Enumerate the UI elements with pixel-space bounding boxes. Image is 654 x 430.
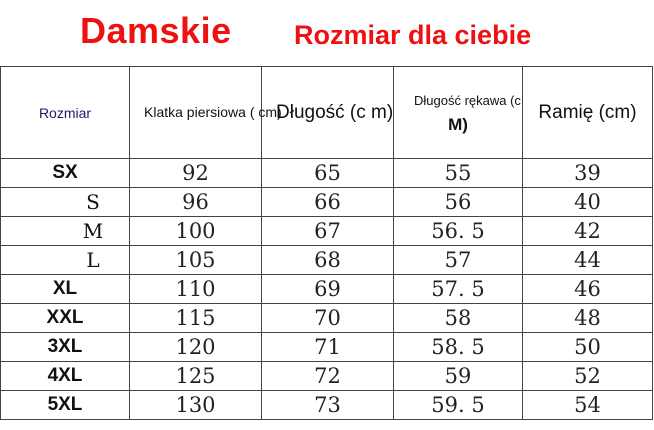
chest-cell: 92 [130,159,262,188]
shoulder-cell: 42 [523,217,653,246]
length-cell: 67 [262,217,394,246]
length-cell: 68 [262,246,394,275]
size-cell: XXL [1,304,130,333]
length-cell: 70 [262,304,394,333]
table-row [1,391,653,420]
shoulder-cell: 50 [523,333,653,362]
length-cell: 72 [262,362,394,391]
shoulder-cell: 44 [523,246,653,275]
sleeve-cell: 59 [394,362,523,391]
chest-cell: 105 [130,246,262,275]
table-row [1,333,653,362]
size-cell: 5XL [1,391,130,420]
size-cell: M [1,217,130,246]
column-header-shoulder: Ramię (cm) [523,67,653,159]
column-header-length-label: Długość (c m) [276,101,394,123]
length-cell: 65 [262,159,394,188]
title-damskie: Damskie [80,10,232,51]
sleeve-cell: 58 [394,304,523,333]
title-size-for-you: Rozmiar dla ciebie [294,20,532,50]
header-row [1,67,653,159]
sleeve-cell: 58. 5 [394,333,523,362]
chest-cell: 115 [130,304,262,333]
size-cell: 3XL [1,333,130,362]
chest-cell: 130 [130,391,262,420]
table-row [1,275,653,304]
chest-cell: 100 [130,217,262,246]
column-header-length [262,67,394,159]
shoulder-cell: 40 [523,188,653,217]
length-cell: 73 [262,391,394,420]
table-row [1,246,653,275]
sleeve-cell: 57 [394,246,523,275]
length-cell: 69 [262,275,394,304]
chest-cell: 110 [130,275,262,304]
table-row [1,217,653,246]
size-table [0,66,653,420]
size-cell: L [1,246,130,275]
length-cell: 66 [262,188,394,217]
sleeve-cell: 59. 5 [394,391,523,420]
shoulder-cell: 54 [523,391,653,420]
column-header-sleeve-unit: M) [448,114,468,134]
shoulder-cell: 39 [523,159,653,188]
column-header-sleeve-label: Długość rękawa (c [414,92,521,108]
table-row [1,188,653,217]
table-row [1,304,653,333]
column-header-size: Rozmiar [1,67,130,159]
size-cell: XL [1,275,130,304]
size-cell: S [1,188,130,217]
shoulder-cell: 46 [523,275,653,304]
table-row [1,159,653,188]
sleeve-cell: 56. 5 [394,217,523,246]
title-row [0,0,654,66]
column-header-chest-label: Klatka piersiowa ( cm) [144,104,282,120]
chest-cell: 120 [130,333,262,362]
table-body [1,159,653,420]
table-row [1,362,653,391]
size-cell: SX [1,159,130,188]
chest-cell: 96 [130,188,262,217]
sleeve-cell: 56 [394,188,523,217]
chest-cell: 125 [130,362,262,391]
size-cell: 4XL [1,362,130,391]
sleeve-cell: 55 [394,159,523,188]
sleeve-cell: 57. 5 [394,275,523,304]
column-header-chest [130,67,282,159]
shoulder-cell: 48 [523,304,653,333]
length-cell: 71 [262,333,394,362]
shoulder-cell: 52 [523,362,653,391]
column-header-sleeve [394,67,523,159]
